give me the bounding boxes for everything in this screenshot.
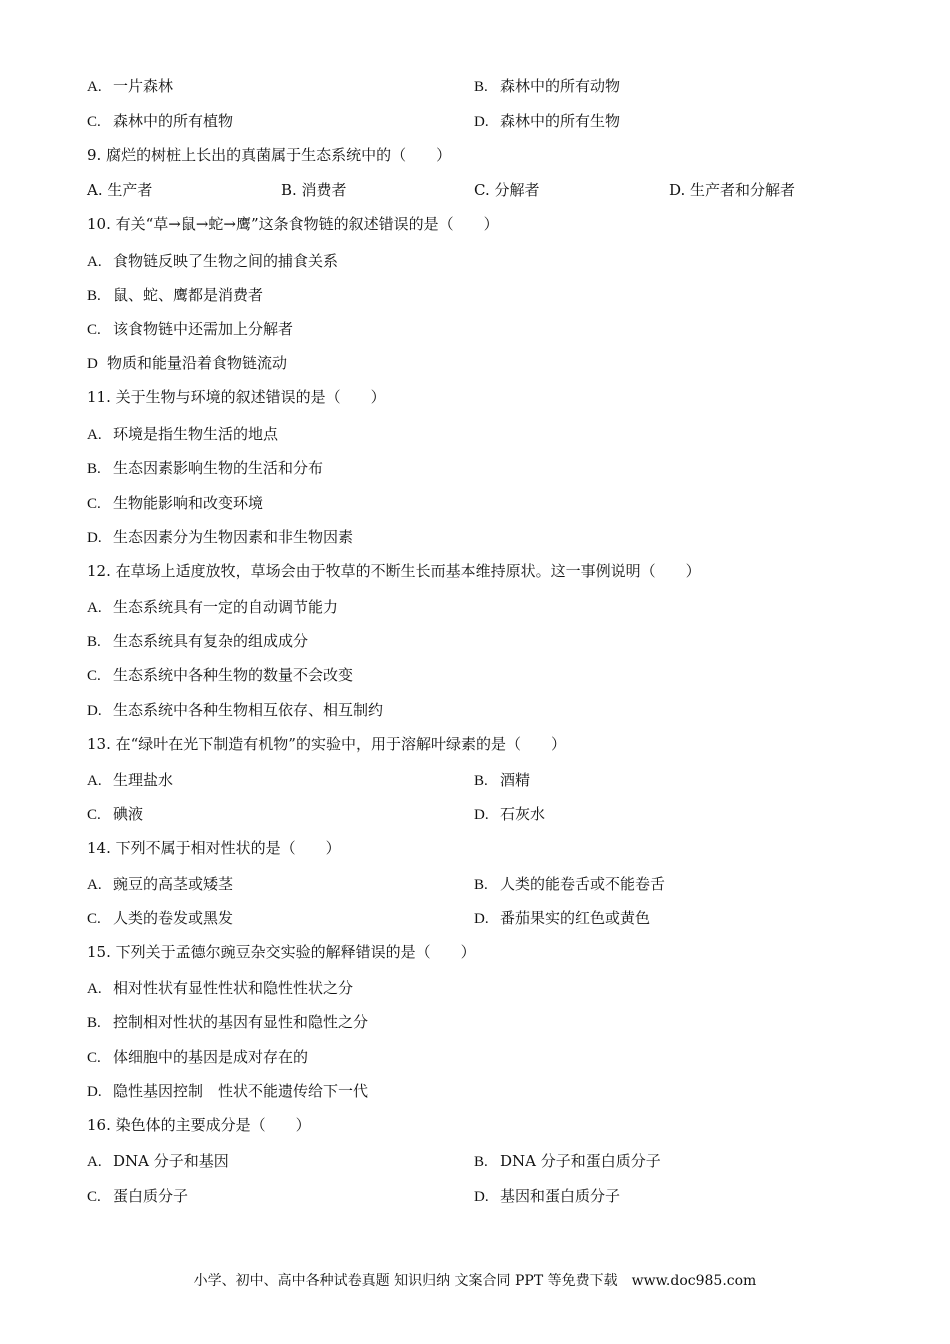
q12-option-b: B. 生态系统具有复杂的组成成分 <box>87 632 309 650</box>
q12-option-a: A. 生态系统具有一定的自动调节能力 <box>87 598 339 616</box>
q15-stem: 15. 下列关于孟德尔豌豆杂交实验的解释错误的是（ ） <box>87 943 476 961</box>
q16-stem: 16. 染色体的主要成分是（ ） <box>87 1116 311 1134</box>
q12-option-d: D. 生态系统中各种生物相互依存、相互制约 <box>87 701 384 719</box>
q15-option-d: D. 隐性基因控制 性状不能遗传给下一代 <box>87 1082 369 1100</box>
q8-option-c: C. 森林中的所有植物 <box>87 112 234 130</box>
q15-option-b: B. 控制相对性状的基因有显性和隐性之分 <box>87 1013 369 1031</box>
q9-option-d: D. 生产者和分解者 <box>669 181 796 199</box>
q9-stem: 9. 腐烂的树桩上长出的真菌属于生态系统中的（ ） <box>87 146 452 164</box>
q8-option-d: D. 森林中的所有生物 <box>474 112 621 130</box>
q11-stem: 11. 关于生物与环境的叙述错误的是（ ） <box>87 388 386 406</box>
q13-option-d: D. 石灰水 <box>474 805 546 823</box>
q13-option-a: A. 生理盐水 <box>87 771 174 789</box>
q14-option-b: B. 人类的能卷舌或不能卷舌 <box>474 875 666 893</box>
q10-stem: 10. 有关“草→鼠→蛇→鹰”这条食物链的叙述错误的是（ ） <box>87 215 499 233</box>
q10-option-c: C. 该食物链中还需加上分解者 <box>87 320 294 338</box>
q11-option-b: B. 生态因素影响生物的生活和分布 <box>87 459 324 477</box>
q14-option-a: A. 豌豆的高茎或矮茎 <box>87 875 234 893</box>
q16-option-c: C. 蛋白质分子 <box>87 1187 189 1205</box>
q14-stem: 14. 下列不属于相对性状的是（ ） <box>87 839 341 857</box>
q10-option-d: D 物质和能量沿着食物链流动 <box>87 354 288 372</box>
q8-option-b: B. 森林中的所有动物 <box>474 77 621 95</box>
q13-option-b: B. 酒精 <box>474 771 531 789</box>
q14-option-c: C. 人类的卷发或黑发 <box>87 909 234 927</box>
q15-option-c: C. 体细胞中的基因是成对存在的 <box>87 1048 309 1066</box>
q11-option-a: A. 环境是指生物生活的地点 <box>87 425 279 443</box>
q11-option-c: C. 生物能影响和改变环境 <box>87 494 264 512</box>
q13-stem: 13. 在“绿叶在光下制造有机物”的实验中，用于溶解叶绿素的是（ ） <box>87 735 566 753</box>
q9-option-c: C. 分解者 <box>474 181 540 199</box>
page-footer: 小学、初中、高中各种试卷真题 知识归纳 文案合同 PPT 等免费下载 www.doc985.com <box>193 1273 757 1289</box>
q15-option-a: A. 相对性状有显性性状和隐性性状之分 <box>87 979 354 997</box>
q8-option-a: A. 一片森林 <box>87 77 174 95</box>
q16-option-b: B. DNA 分子和蛋白质分子 <box>474 1152 661 1170</box>
q9-option-b: B. 消费者 <box>281 181 347 199</box>
q12-option-c: C. 生态系统中各种生物的数量不会改变 <box>87 666 354 684</box>
q16-option-a: A. DNA 分子和基因 <box>87 1152 229 1170</box>
q9-option-a: A. 生产者 <box>87 181 153 199</box>
q14-option-d: D. 番茄果实的红色或黄色 <box>474 909 651 927</box>
q13-option-c: C. 碘液 <box>87 805 144 823</box>
q11-option-d: D. 生态因素分为生物因素和非生物因素 <box>87 528 354 546</box>
q10-option-a: A. 食物链反映了生物之间的捕食关系 <box>87 252 339 270</box>
q16-option-d: D. 基因和蛋白质分子 <box>474 1187 621 1205</box>
q10-option-b: B. 鼠、蛇、鹰都是消费者 <box>87 286 264 304</box>
q12-stem: 12. 在草场上适度放牧，草场会由于牧草的不断生长而基本维持原状。这一事例说明（ ） <box>87 562 701 580</box>
